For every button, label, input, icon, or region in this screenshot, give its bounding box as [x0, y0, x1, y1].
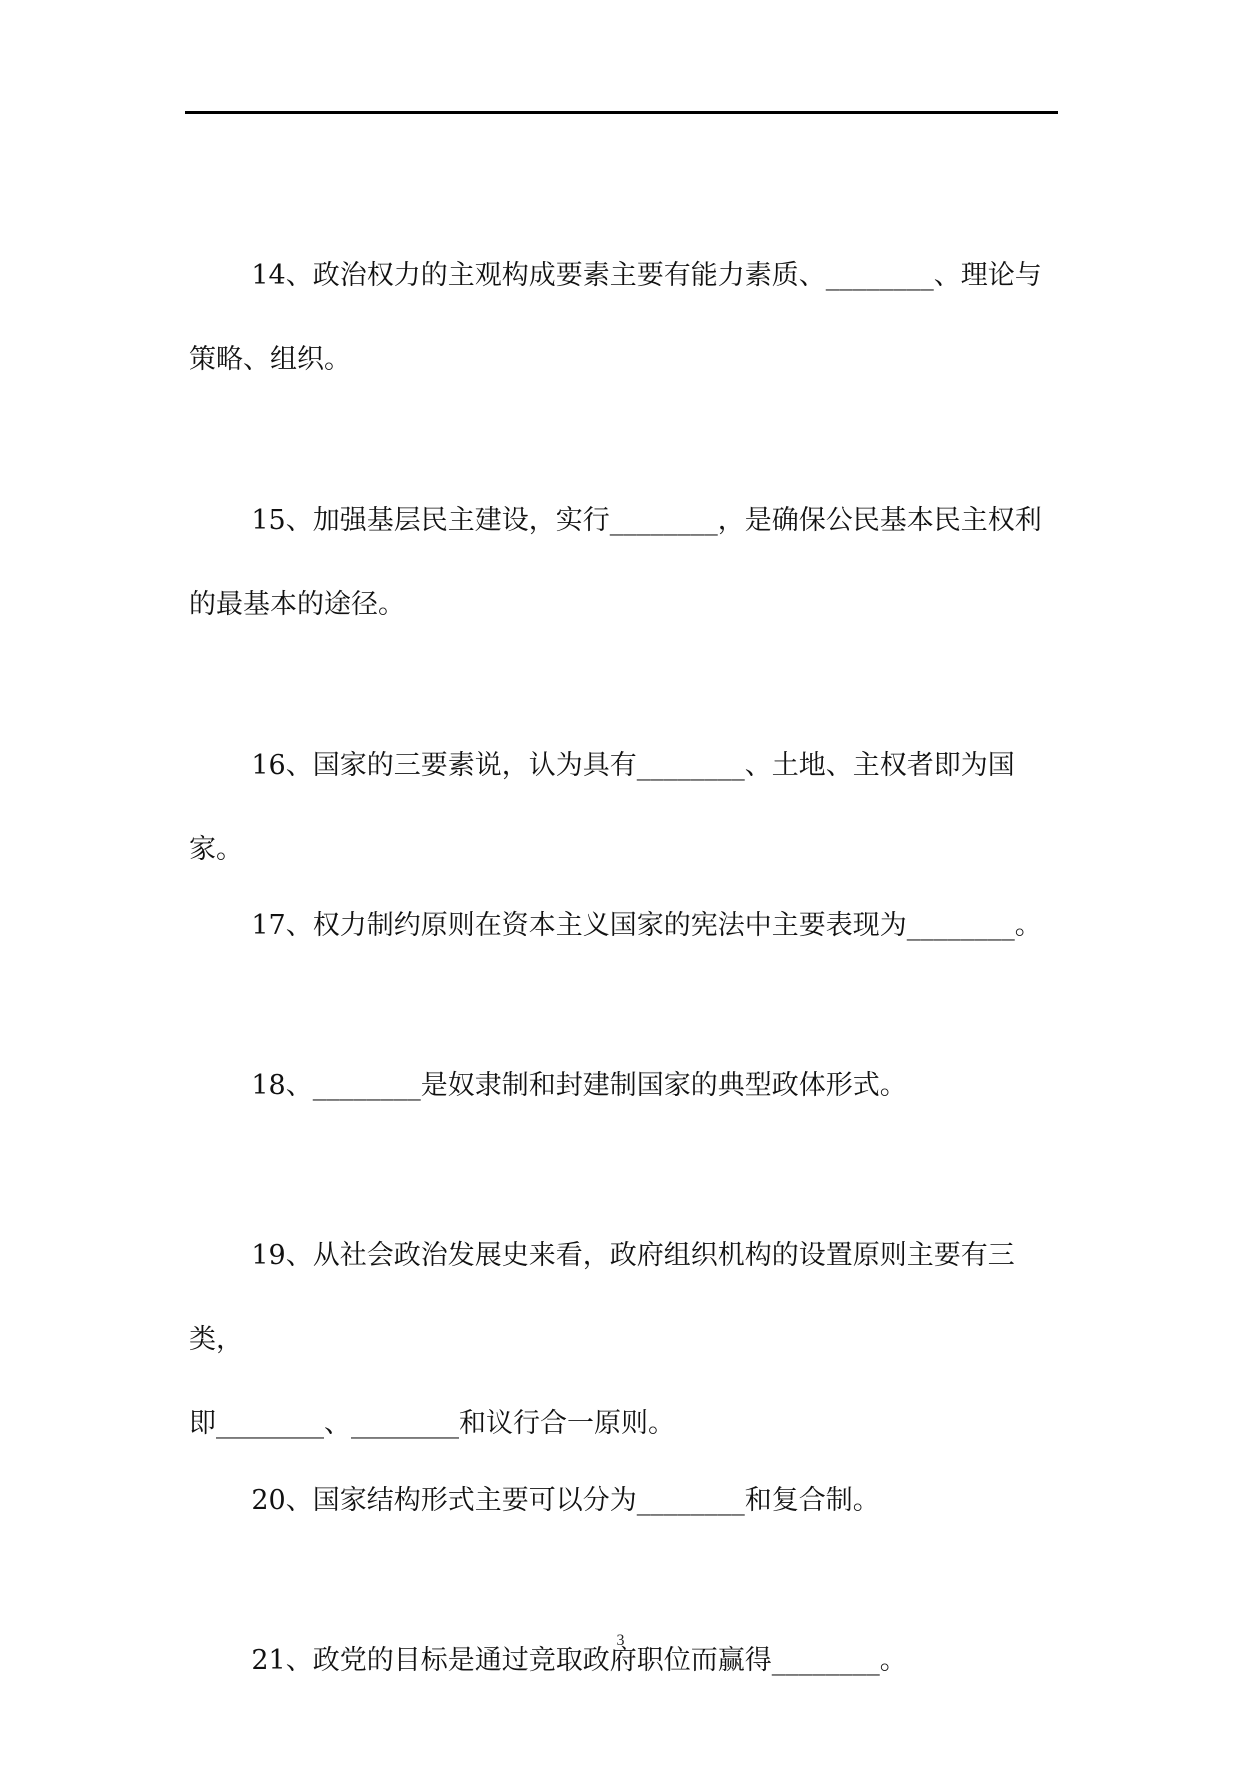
question-17-line-1: 17、权力制约原则在资本主义国家的宪法中主要表现为________。	[251, 910, 1042, 941]
question-14-line-2: 策略、组织。	[189, 344, 351, 375]
page-number: 3	[616, 1632, 625, 1649]
question-15-line-1: 15、加强基层民主建设，实行________，是确保公民基本民主权利	[251, 505, 1042, 536]
question-16-line-1: 16、国家的三要素说，认为具有________、土地、主权者即为国家。	[189, 750, 1015, 865]
question-21	[189, 1535, 1061, 1787]
question-19-line-1: 19、从社会政治发展史来看，政府组织机构的设置原则主要有三类，	[189, 1240, 1015, 1355]
header-rule	[185, 111, 1058, 114]
question-15-line-2: 的最基本的途径。	[189, 589, 405, 620]
question-20-line-1: 20、国家结构形式主要可以分为________和复合制。	[251, 1485, 880, 1516]
question-19-line-2: 即________、________和议行合一原则。	[189, 1408, 675, 1439]
question-21-line-1: 21、政党的目标是通过竞取政府职位而赢得________。	[251, 1645, 907, 1676]
question-14-line-1: 14、政治权力的主观构成要素主要有能力素质、________、理论与	[251, 260, 1042, 291]
question-18-line-1: 18、________是奴隶制和封建制国家的典型政体形式。	[251, 1070, 907, 1101]
